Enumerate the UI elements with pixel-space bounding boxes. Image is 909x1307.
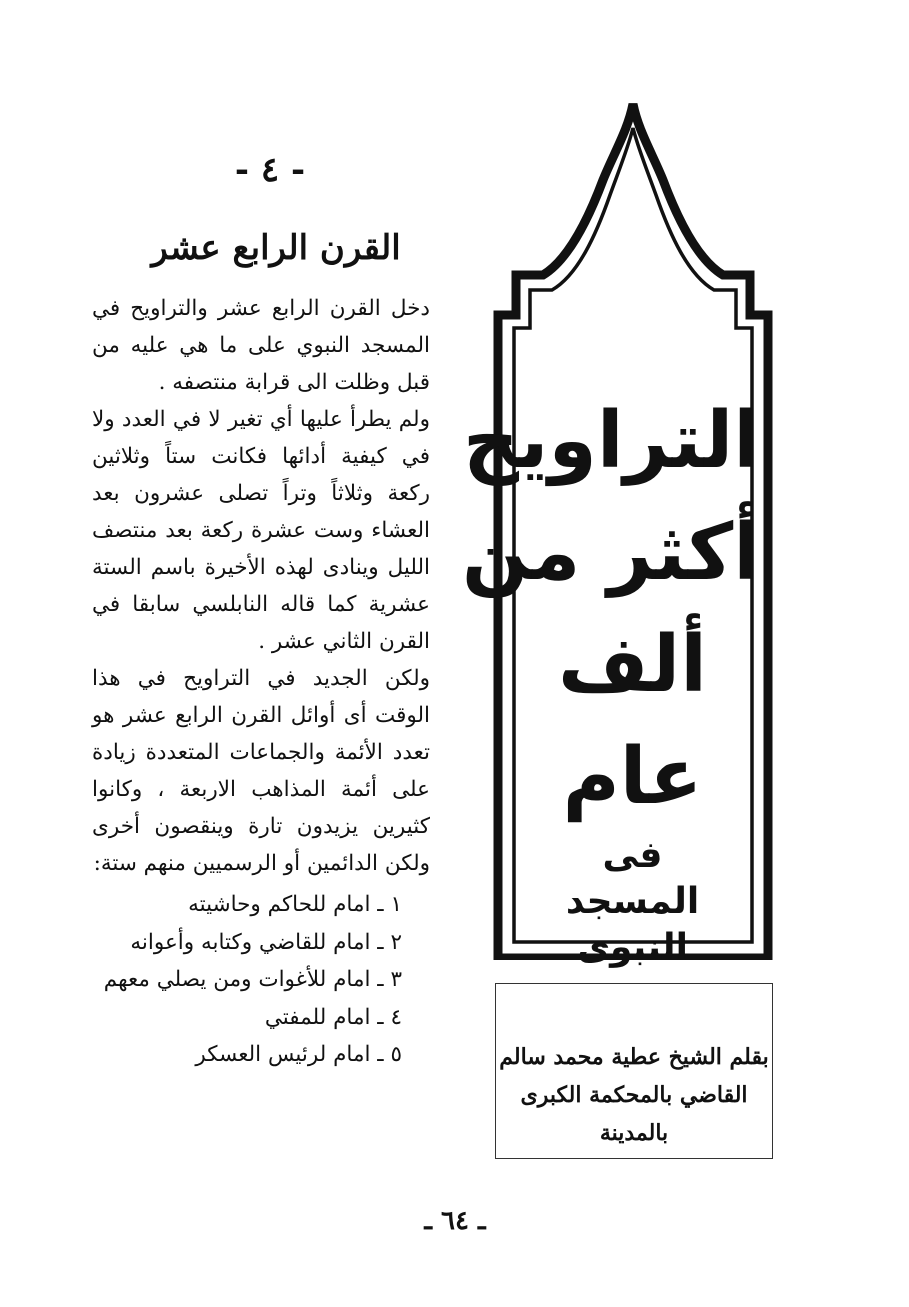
- text-column: [92, 150, 430, 1074]
- paragraph-1: دخل القرن الرابع عشر والتراويح في المسجد النبوي على ما هي عليه من قبل وظلت الى قرابة منتصفه .: [92, 296, 430, 395]
- page-number: ـ ٦٤ ـ: [424, 1206, 486, 1236]
- cover-line-2: أكثر من: [461, 508, 760, 598]
- author-title: القاضي بالمحكمة الكبرى بالمدينة: [520, 1082, 748, 1146]
- list-item: ٢ ـ امام للقاضي وكتابه وأعوانه: [130, 929, 402, 955]
- cover-line-3: ألف: [558, 620, 707, 710]
- author-name: بقلم الشيخ عطية محمد سالم: [499, 1044, 769, 1070]
- list-item: ٤ ـ امام للمفتي: [264, 1004, 402, 1030]
- list-item: ٣ ـ امام للأغوات ومن يصلي معهم: [103, 967, 402, 992]
- paragraph-2: ولم يطرأ عليها أي تغير لا في العدد ولا في كيفية أدائها فكانت ستاً وثلاثين ركعة وثلاثاً وتراً تصلى عشرون بعد العشاء وست عشرة ركعة بعد منتصف الليل وينادى لهذه الأخيرة باسم الستة عشرية كما قاله النابلسي سابقا في القرن الثاني عشر .: [92, 407, 430, 654]
- cover-line-6: المسجد النبوى: [565, 881, 700, 968]
- cover-line-4: عام: [562, 732, 703, 822]
- cover-line-1: التراويح: [462, 396, 760, 486]
- cover-line-5: فى: [602, 835, 663, 876]
- section-number: - ٤ -: [234, 150, 306, 190]
- list-item: ١ ـ امام للحاكم وحاشيته: [188, 892, 402, 917]
- imams-list: [92, 886, 402, 1074]
- list-item: ٥ ـ امام لرئيس العسكر: [195, 1042, 402, 1067]
- cover-title: [461, 385, 760, 971]
- paragraph-3: ولكن الجديد في التراويح في هذا الوقت أى أوائل القرن الرابع عشر هو تعدد الأئمة والجماعات المتعددة زيادة على أئمة المذاهب الاربعة ، وكانوا كثيرين يزيدون تارة وينقصون أخرى ولكن الدائمين أو الرسميين منهم ستة:: [92, 666, 430, 876]
- section-title: القرن الرابع عشر: [151, 228, 401, 268]
- author-box: [495, 983, 773, 1159]
